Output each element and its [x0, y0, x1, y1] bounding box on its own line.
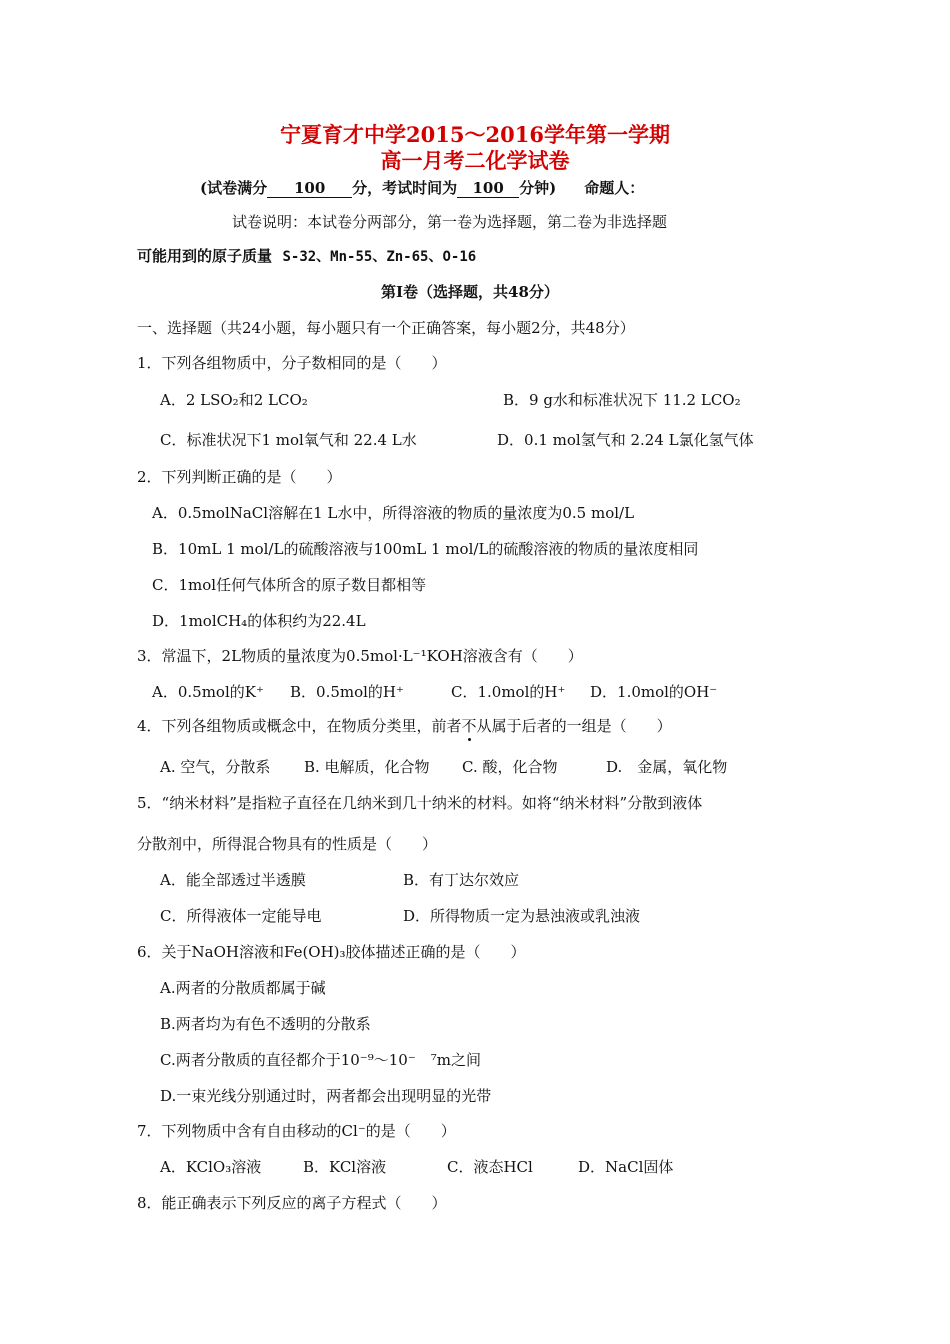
- q7-stem: 7．下列物质中含有自由移动的Cl⁻的是（ ）: [137, 1122, 456, 1140]
- q4-option-d: D. 金属，氧化物: [606, 758, 728, 776]
- atomic-mass-label: 可能用到的原子质量: [137, 247, 273, 265]
- atomic-mass-line: [137, 246, 476, 267]
- time-suffix: 分钟): [519, 179, 557, 197]
- atomic-mass-values: S-32、Mn-55、Zn-65、O-16: [282, 249, 477, 265]
- q3-option-d: D．1.0mol的OH⁻: [590, 683, 718, 701]
- q4-stem-emphasis: 不: [461, 717, 477, 735]
- q1-option-d: D．0.1 mol氢气和 2.24 L氯化氢气体: [497, 431, 754, 449]
- q6-stem: 6．关于NaOH溶液和Fe(OH)₃胶体描述正确的是（ ）: [137, 943, 526, 961]
- q6-option-d: D.一束光线分别通过时，两者都会出现明显的光带: [160, 1087, 492, 1105]
- exam-note: 试卷说明：本试卷分两部分，第一卷为选择题，第二卷为非选择题: [232, 213, 668, 231]
- q4-option-b: B. 电解质，化合物: [304, 758, 430, 776]
- exam-title-line1: 宁夏育才中学2015～2016学年第一学期: [280, 122, 670, 147]
- q2-option-c: C．1mol任何气体所含的原子数目都相等: [152, 576, 427, 594]
- q1-option-a: A．2 LSO₂和2 LCO₂: [160, 391, 308, 409]
- q5-option-b: B．有丁达尔效应: [403, 871, 520, 889]
- q5-stem-line1: 5．“纳米材料”是指粒子直径在几纳米到几十纳米的材料。如将“纳米材料”分散到液体: [137, 794, 703, 812]
- q7-option-b: B．KCl溶液: [303, 1158, 387, 1176]
- q3-option-a: A．0.5mol的K⁺: [152, 683, 264, 701]
- q6-option-c: C.两者分散质的直径都介于10⁻⁹～10⁻ ⁷m之间: [160, 1051, 481, 1069]
- exam-title-line2: 高一月考二化学试卷: [380, 148, 570, 173]
- q1-option-c: C．标准状况下1 mol氧气和 22.4 L水: [160, 431, 417, 449]
- q5-option-c: C．所得液体一定能导电: [160, 907, 322, 925]
- q3-option-c: C．1.0mol的H⁺: [451, 683, 566, 701]
- exam-info-line: [200, 178, 644, 198]
- section-instruction: 一、选择题（共24小题，每小题只有一个正确答案，每小题2分，共48分）: [137, 319, 635, 337]
- q6-option-a: A.两者的分散质都属于碱: [160, 979, 326, 997]
- q4-stem-post: 从属于后者的一组是（ ）: [476, 717, 672, 735]
- q2-option-a: A．0.5molNaCl溶解在1 L水中，所得溶液的物质的量浓度为0.5 mol/L: [152, 504, 635, 522]
- q7-option-c: C．液态HCl: [447, 1158, 533, 1176]
- q4-stem: [137, 716, 672, 736]
- q5-option-a: A．能全部透过半透膜: [160, 871, 306, 889]
- q8-stem: 8．能正确表示下列反应的离子方程式（ ）: [137, 1194, 447, 1212]
- section-title: 第I卷（选择题，共48分）: [381, 283, 559, 301]
- q5-stem-line2: 分散剂中，所得混合物具有的性质是（ ）: [137, 835, 438, 853]
- q3-option-b: B．0.5mol的H⁺: [290, 683, 404, 701]
- q1-stem: 1．下列各组物质中，分子数相同的是（ ）: [137, 354, 447, 372]
- score-mid: 分，考试时间为: [352, 179, 458, 197]
- q4-option-a: A. 空气，分散系: [160, 758, 271, 776]
- q1-option-b: B．9 g水和标准状况下 11.2 LCO₂: [503, 391, 741, 409]
- q7-option-a: A．KClO₃溶液: [160, 1158, 262, 1176]
- q2-stem: 2．下列判断正确的是（ ）: [137, 468, 342, 486]
- q2-option-d: D．1molCH₄的体积约为22.4L: [152, 612, 366, 630]
- score-prefix: (试卷满分: [200, 179, 268, 197]
- q2-option-b: B．10mL 1 mol/L的硫酸溶液与100mL 1 mol/L的硫酸溶液的物质的量浓度相同: [152, 540, 699, 558]
- q5-option-d: D．所得物质一定为悬浊液或乳浊液: [403, 907, 641, 925]
- q3-stem: 3．常温下，2L物质的量浓度为0.5mol·L⁻¹KOH溶液含有（ ）: [137, 647, 583, 665]
- q4-option-c: C. 酸，化合物: [462, 758, 558, 776]
- time-value: 100: [457, 180, 519, 198]
- q4-stem-pre: 4．下列各组物质或概念中，在物质分类里，前者: [137, 717, 462, 735]
- q7-option-d: D．NaCl固体: [578, 1158, 674, 1176]
- author-label: 命题人：: [584, 179, 645, 197]
- score-value: 100: [267, 180, 352, 198]
- q6-option-b: B.两者均为有色不透明的分散系: [160, 1015, 371, 1033]
